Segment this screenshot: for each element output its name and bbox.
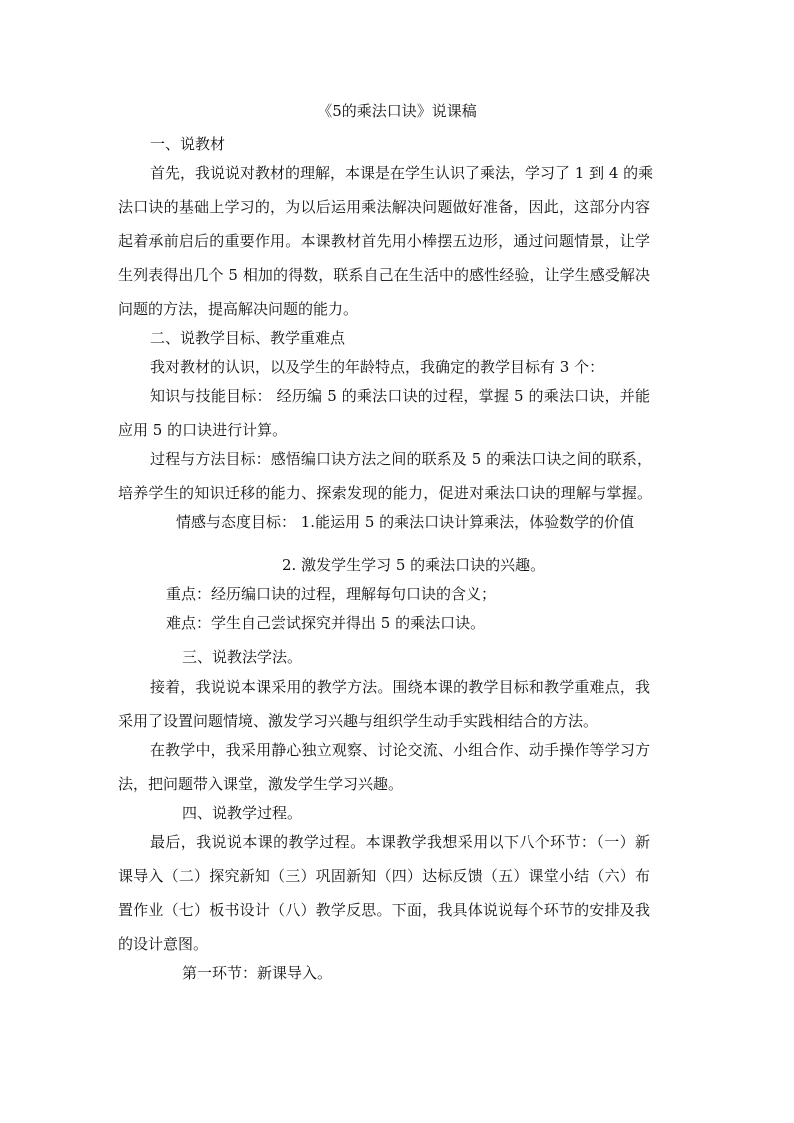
paragraph-line: 在教学中，我采用静心独立观察、讨论交流、小组合作、动手操作等学习方 (150, 741, 650, 759)
paragraph-line: 首先，我说说对教材的理解，本课是在学生认识了乘法，学习了 1 到 4 的乘 (150, 164, 654, 182)
key-point-line: 重点：经历编口诀的过程，理解每句口诀的含义； (166, 585, 497, 603)
section-heading-2: 二、说教学目标、教学重难点 (150, 329, 346, 347)
paragraph-line: 我对教材的认识，以及学生的年龄特点，我确定的教学目标有 3 个： (150, 358, 605, 376)
paragraph-line: 法口诀的基础上学习的，为以后运用乘法解决问题做好准备，因此，这部分内容 (118, 198, 650, 216)
paragraph-line: 过程与方法目标：感悟编口诀方法之间的联系及 5 的乘法口诀之间的联系， (150, 450, 652, 468)
difficulty-line: 难点：学生自己尝试探究并得出 5 的乘法口诀。 (166, 614, 486, 632)
paragraph-line: 应用 5 的口诀进行计算。 (118, 421, 288, 439)
section-heading-4: 四、说教学过程。 (182, 804, 303, 822)
paragraph-line: 知识与技能目标： 经历编 5 的乘法口诀的过程，掌握 5 的乘法口诀，并能 (150, 387, 650, 405)
paragraph-line: 情感与态度目标： 1.能运用 5 的乘法口诀计算乘法，体验数学的价值 (176, 513, 635, 531)
paragraph-line: 2. 激发学生学习 5 的乘法口诀的兴趣。 (282, 556, 546, 574)
paragraph-line: 培养学生的知识迁移的能力、探索发现的能力，促进对乘法口诀的理解与掌握。 (118, 484, 652, 502)
paragraph-line: 课导入（二）探究新知（三）巩固新知（四）达标反馈（五）课堂小结（六）布 (118, 867, 650, 885)
subsection-heading: 第一环节：新课导入。 (182, 964, 333, 982)
paragraph-line: 起着承前启后的重要作用。本课教材首先用小棒摆五边形，通过问题情景，让学 (118, 232, 650, 250)
paragraph-line: 法，把问题带入课堂，激发学生学习兴趣。 (118, 775, 404, 793)
section-heading-1: 一、说教材 (150, 135, 226, 153)
paragraph-line: 生列表得出几个 5 相加的得数，联系自己在生活中的感性经验，让学生感受解决 (118, 266, 650, 284)
paragraph-line: 置作业（七）板书设计（八）教学反思。下面，我具体说说每个环节的安排及我 (118, 901, 650, 919)
paragraph-line: 接着，我说说本课采用的教学方法。围绕本课的教学目标和教学重难点，我 (150, 678, 650, 696)
paragraph-line: 问题的方法，提高解决问题的能力。 (118, 300, 359, 318)
paragraph-line: 的设计意图。 (118, 935, 209, 953)
paragraph-line: 采用了设置问题情境、激发学习兴趣与组织学生动手实践相结合的方法。 (118, 712, 599, 730)
paragraph-line: 最后，我说说本课的教学过程。本课教学我想采用以下八个环节：（一）新 (150, 833, 650, 851)
section-heading-3: 三、说教法学法。 (182, 648, 303, 666)
document-title: 《5的乘法口诀》说课稿 (317, 102, 477, 120)
